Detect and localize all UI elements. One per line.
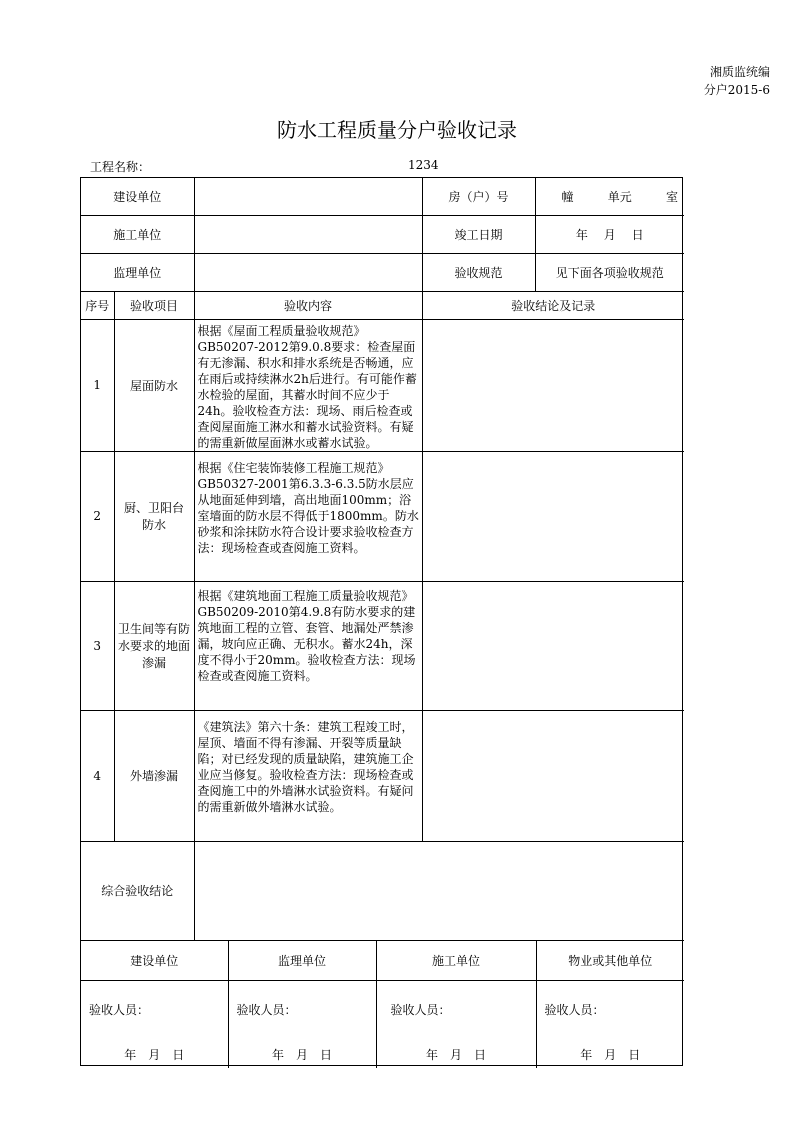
row-seq: 1 xyxy=(81,319,114,451)
date-month: 月 xyxy=(603,227,616,242)
info-row-supervise-unit xyxy=(81,253,684,291)
sign-cell-property[interactable] xyxy=(536,981,684,1068)
room-value[interactable] xyxy=(535,178,684,215)
sign-date: 年 月 日 xyxy=(580,1048,641,1062)
sign-date: 年 月 日 xyxy=(124,1048,185,1062)
sign-cell-supervise[interactable] xyxy=(228,981,376,1068)
row-item: 屋面防水 xyxy=(114,319,194,451)
row-seq: 3 xyxy=(81,581,114,710)
table-row xyxy=(81,319,684,451)
row-item: 外墙渗漏 xyxy=(114,710,194,841)
row-content: 根据《住宅装饰装修工程施工规范》GB50327-2001第6.3.3-6.3.5防水层应从地面延伸到墙，高出地面100mm；浴室墙面的防水层不得低于1800mm。防水砂浆和涂抹防水符合设计要求验收检查方法：现场检查或查阅施工资料。 xyxy=(194,451,422,581)
conclusion-value[interactable] xyxy=(194,841,684,940)
conclusion-row xyxy=(81,841,684,940)
sign-unit-build: 建设单位 xyxy=(81,941,228,981)
build-unit-label: 建设单位 xyxy=(81,178,194,215)
project-name-label: 工程名称： xyxy=(90,160,151,174)
completion-date-label: 竣工日期 xyxy=(422,215,535,253)
sign-person-label: 验收人员： xyxy=(390,1003,451,1017)
completion-date-value[interactable] xyxy=(535,215,684,253)
info-row-construct-unit xyxy=(81,215,684,253)
sign-cell-build[interactable] xyxy=(81,981,228,1068)
sign-person-label: 验收人员： xyxy=(89,1003,150,1017)
table-row xyxy=(81,710,684,841)
date-day: 日 xyxy=(631,227,644,242)
standard-value: 见下面各项验收规范 xyxy=(535,253,684,291)
page-title: 防水工程质量分户验收记录 xyxy=(277,118,517,142)
room-label: 房（户）号 xyxy=(422,178,535,215)
row-result[interactable] xyxy=(422,710,684,841)
form-code-line1: 湘质监统编 xyxy=(709,65,770,79)
sign-date: 年 月 日 xyxy=(271,1048,333,1062)
col-header-result: 验收结论及记录 xyxy=(422,291,684,319)
row-seq: 4 xyxy=(81,710,114,841)
conclusion-label: 综合验收结论 xyxy=(81,841,194,940)
column-header-row xyxy=(81,291,684,319)
construct-unit-value[interactable] xyxy=(194,215,422,253)
row-result[interactable] xyxy=(422,319,684,451)
row-result[interactable] xyxy=(422,451,684,581)
row-item: 卫生间等有防水要求的地面渗漏 xyxy=(114,581,194,710)
sign-cell-construct[interactable] xyxy=(376,981,536,1068)
form-frame xyxy=(80,177,683,1066)
sign-date: 年 月 日 xyxy=(425,1048,487,1062)
inspection-table xyxy=(81,178,684,941)
room-number: 室 xyxy=(665,189,678,204)
col-header-content: 验收内容 xyxy=(194,291,422,319)
row-seq: 2 xyxy=(81,451,114,581)
signature-unit-row xyxy=(81,941,684,981)
col-header-seq: 序号 xyxy=(81,291,114,319)
table-row xyxy=(81,581,684,710)
row-content: 根据《建筑地面工程施工质量验收规范》GB50209-2010第4.9.8有防水要求的建筑地面工程的立管、套管、地漏处严禁渗漏，坡向应正确、无积水。蓄水24h，深度不得小于20mm。验收检查方法：现场检查或查阅施工资料。 xyxy=(194,581,422,710)
supervise-unit-value[interactable] xyxy=(194,253,422,291)
info-row-build-unit xyxy=(81,178,684,215)
sign-unit-supervise: 监理单位 xyxy=(228,941,376,981)
supervise-unit-label: 监理单位 xyxy=(81,253,194,291)
sign-person-label: 验收人员： xyxy=(236,1003,297,1017)
date-year: 年 xyxy=(575,227,588,242)
col-header-item: 验收项目 xyxy=(114,291,194,319)
row-item: 厨、卫阳台防水 xyxy=(114,451,194,581)
build-unit-value[interactable] xyxy=(194,178,422,215)
table-row xyxy=(81,451,684,581)
construct-unit-label: 施工单位 xyxy=(81,215,194,253)
signature-table xyxy=(81,941,684,1068)
standard-label: 验收规范 xyxy=(422,253,535,291)
sign-unit-construct: 施工单位 xyxy=(376,941,536,981)
row-result[interactable] xyxy=(422,581,684,710)
signature-detail-row xyxy=(81,981,684,1068)
row-content: 《建筑法》第六十条：建筑工程竣工时，屋顶、墙面不得有渗漏、开裂等质量缺陷；对已经发现的质量缺陷，建筑施工企业应当修复。验收检查方法：现场检查或查阅施工中的外墙淋水试验资料。有疑问的需重新做外墙淋水试验。 xyxy=(194,710,422,841)
sign-person-label: 验收人员： xyxy=(544,1003,605,1017)
sign-unit-property: 物业或其他单位 xyxy=(536,941,684,981)
room-building: 幢 xyxy=(561,189,574,204)
row-content: 根据《屋面工程质量验收规范》GB50207-2012第9.0.8要求：检查屋面有无渗漏、积水和排水系统是否畅通，应在雨后或持续淋水2h后进行。有可能作蓄水检验的屋面，其蓄水时间不应少于24h。验收检查方法：现场、雨后检查或查阅屋面施工淋水和蓄水试验资料。有疑的需重新做屋面淋水或蓄水试验。 xyxy=(194,319,422,451)
form-code-line2: 分户2015-6 xyxy=(703,83,770,97)
room-unit: 单元 xyxy=(607,189,632,204)
project-name-value[interactable]: 1234 xyxy=(408,158,439,172)
